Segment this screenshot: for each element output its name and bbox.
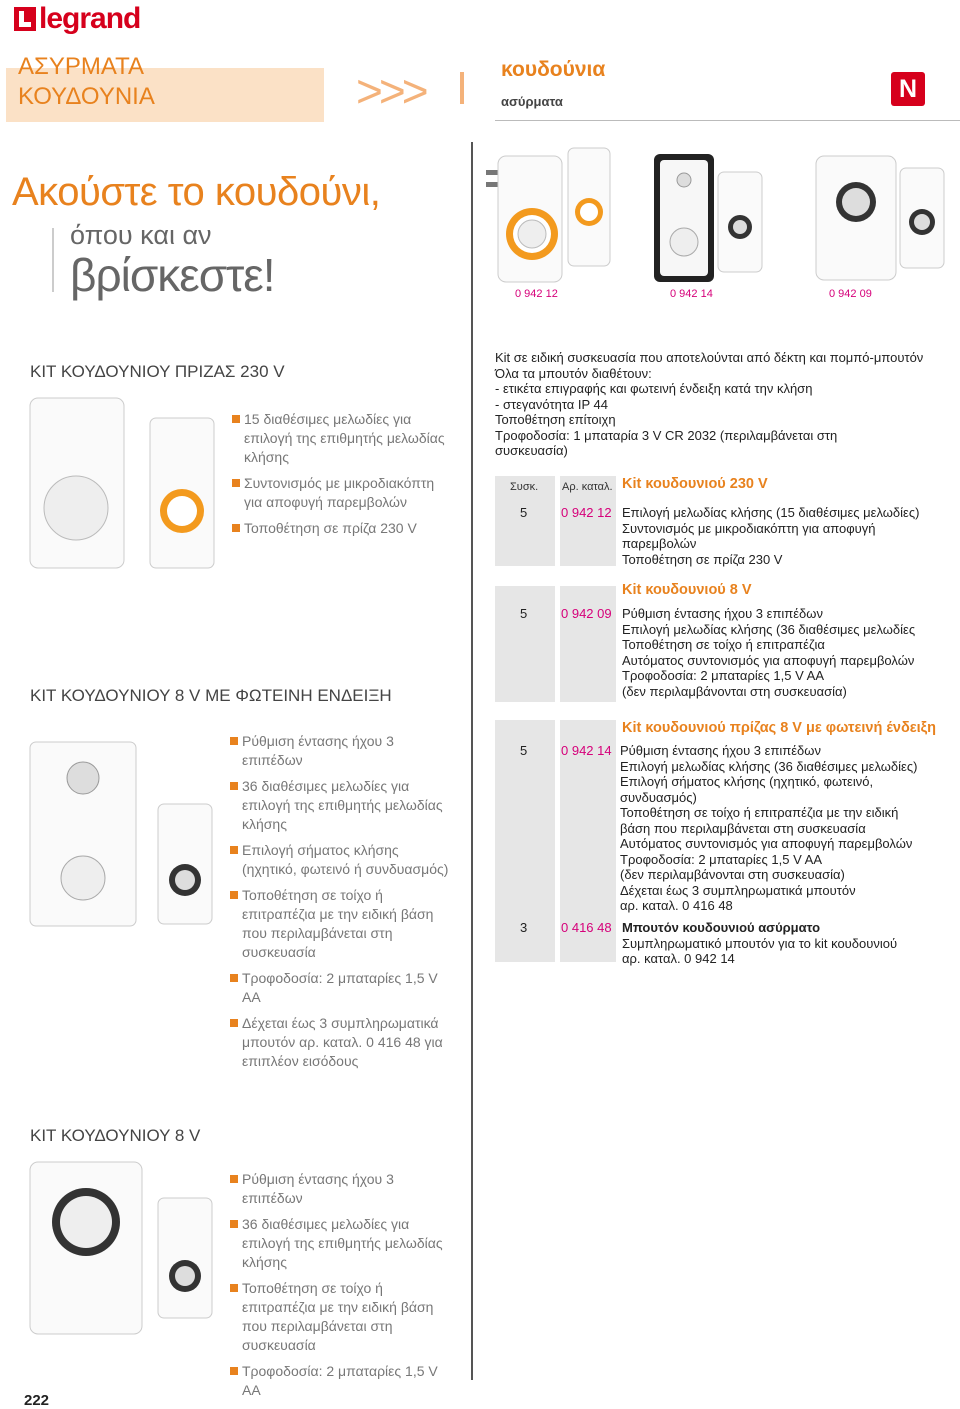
- table-ref: 0 942 12: [561, 505, 612, 520]
- product-image-230v: [28, 396, 228, 576]
- section-title: [18, 52, 155, 112]
- product-image-094209: [816, 156, 944, 280]
- desc-line: Τοποθέτηση σε τοίχο ή επιτραπέζια με την ειδική: [620, 805, 899, 820]
- section-title-line2: ΚΟΥΔΟΥΝΙΑ: [18, 83, 155, 110]
- table-ref: 0 942 09: [561, 606, 612, 621]
- desc-line: (δεν περιλαμβάνονται στη συσκευασία): [620, 867, 845, 882]
- desc-line: βάση που περιλαμβάνεται στη συσκευασία: [620, 820, 866, 836]
- desc-line: αρ. καταλ. 0 942 14: [622, 951, 735, 966]
- desc-line: παρεμβολών: [622, 536, 697, 551]
- desc-line: Τοποθέτηση σε πρίζα 230 V: [622, 551, 783, 567]
- group-title: Kit κουδουνιού 8 V: [622, 582, 752, 598]
- bullet-list-230v: [232, 410, 452, 545]
- table-desc: [622, 606, 958, 699]
- product-image-8v: [28, 1160, 228, 1340]
- desc-line: (δεν περιλαμβάνονται στη συσκευασία): [622, 683, 847, 699]
- section-title-line1: ΑΣΥΡΜΑΤΑ: [18, 53, 144, 80]
- intro-line: - ετικέτα επιγραφής και φωτεινή ένδειξη κατά την κλήση: [495, 381, 813, 396]
- table-qty: 5: [520, 743, 528, 758]
- bullet-item: Τοποθέτηση σε τοίχο ή επιτραπέζια με την ειδική βάση που περιλαμβάνεται στη συσκευασία: [230, 1279, 450, 1355]
- product-image-8v-light: [28, 740, 228, 930]
- table-qty: 5: [520, 606, 528, 621]
- desc-line: συνδυασμός): [620, 789, 697, 805]
- bullet-item: Τοποθέτηση σε τοίχο ή επιτραπέζια με την ειδική βάση που περιλαμβάνεται στη συσκευασία: [230, 886, 450, 962]
- product-code-2: 0 942 14: [670, 288, 713, 300]
- desc-line: αρ. καταλ. 0 416 48: [620, 898, 733, 913]
- headline-line2: όπου και αν: [70, 220, 212, 250]
- page-number: 222: [24, 1392, 50, 1409]
- section-title-8v-light: ΚΙΤ ΚΟΥΔΟΥΝΙΟΥ 8 V ΜΕ ΦΩΤΕΙΝΗ ΕΝΔΕΙΞΗ: [30, 686, 392, 705]
- table-ref: 0 416 48: [561, 920, 612, 935]
- group-title: Kit κουδουνιού 230 V: [622, 476, 768, 492]
- bullet-list-8v: [230, 1170, 450, 1407]
- section-title-230v: ΚΙΤ ΚΟΥΔΟΥΝΙΟΥ ΠΡΙΖΑΣ 230 V: [30, 362, 285, 381]
- desc-line: Αυτόματος συντονισμός για αποφυγή παρεμβολών: [620, 836, 913, 851]
- subcategory-title: ασύρματα: [501, 94, 563, 109]
- desc-line: Τροφοδοσία: 2 μπαταρίες 1,5 V AA: [620, 851, 822, 867]
- product-code-3: 0 942 09: [829, 288, 872, 300]
- arrows-decoration: >>>: [356, 65, 425, 117]
- desc-line: Συντονισμός με μικροδιακόπτη για αποφυγή: [622, 520, 876, 536]
- table-qty: 3: [520, 920, 528, 935]
- desc-line: Επιλογή μελωδίας κλήσης (36 διαθέσιμες μελωδίες): [620, 758, 918, 774]
- bullet-item: 15 διαθέσιμες μελωδίες για επιλογή της επιθμητής μελωδίας κλήσης: [232, 410, 452, 467]
- bullet-item: Επιλογή σήματος κλήσης (ηχητικό, φωτεινό ή συνδυασμός): [230, 841, 450, 879]
- qty-column-bg-2: [495, 586, 555, 702]
- headline-line1: Ακούστε το κουδούνι,: [12, 170, 381, 214]
- row-title: Μπουτόν κουδουνιού ασύρματο: [622, 920, 821, 935]
- legrand-logo-text: legrand: [39, 2, 141, 35]
- bullet-item: Συντονισμός με μικροδιακόπτη για αποφυγή παρεμβολών: [232, 474, 452, 512]
- headline-rule: [52, 228, 54, 292]
- headline-line3: βρίσκεστε!: [70, 249, 275, 301]
- desc-line: Επιλογή σήματος κλήσης (ηχητικό, φωτεινό,: [620, 774, 874, 789]
- table-ref: 0 942 14: [561, 743, 612, 758]
- section-title-8v: ΚΙΤ ΚΟΥΔΟΥΝΙΟΥ 8 V: [30, 1126, 201, 1145]
- bullet-list-8v-light: [230, 732, 450, 1078]
- desc-line: Επιλογή μελωδίας κλήσης (36 διαθέσιμες μελωδίες: [622, 621, 916, 637]
- desc-line: Ρύθμιση έντασης ήχου 3 επιπέδων: [620, 743, 821, 758]
- intro-line: - στεγανότητα IP 44: [495, 396, 609, 412]
- desc-line: Συμπληρωματικό μπουτόν για το kit κουδουνιού: [622, 935, 898, 951]
- desc-line: Δέχεται έως 3 συμπληρωματικά μπουτόν: [620, 882, 856, 898]
- intro-line: Τοποθέτηση επίτοιχη: [495, 412, 616, 427]
- new-badge: N: [891, 72, 925, 106]
- bullet-item: Τοποθέτηση σε πρίζα 230 V: [232, 519, 452, 538]
- bullet-item: Τροφοδοσία: 2 μπαταρίες 1,5 V AA: [230, 1362, 450, 1400]
- column-header-qty: Συσκ.: [510, 481, 539, 493]
- bullet-item: 36 διαθέσιμες μελωδίες για επιλογή της επιθμητής μελωδίας κλήσης: [230, 777, 450, 834]
- bullet-item: Τροφοδοσία: 2 μπαταρίες 1,5 V AA: [230, 969, 450, 1007]
- desc-line: Τροφοδοσία: 2 μπαταρίες 1,5 V AA: [622, 668, 824, 683]
- product-code-1: 0 942 12: [515, 288, 558, 300]
- desc-line: Ρύθμιση έντασης ήχου 3 επιπέδων: [622, 606, 823, 621]
- bullet-item: 36 διαθέσιμες μελωδίες για επιλογή της επιθμητής μελωδίας κλήσης: [230, 1215, 450, 1272]
- bullet-item: Ρύθμιση έντασης ήχου 3 επιπέδων: [230, 732, 450, 770]
- intro-line: Τροφοδοσία: 1 μπαταρία 3 V CR 2032 (περιλαμβάνεται στη: [495, 427, 838, 443]
- column-divider: [471, 142, 473, 1380]
- table-desc: [622, 920, 958, 967]
- product-image-094214: [654, 154, 762, 282]
- desc-line: Αυτόματος συντονισμός για αποφυγή παρεμβολών: [622, 652, 915, 668]
- table-desc: [622, 505, 958, 567]
- legrand-logo-mark: [14, 7, 36, 31]
- product-image-094212: [486, 148, 610, 282]
- top-product-images: [480, 142, 950, 292]
- desc-line: Επιλογή μελωδίας κλήσης (15 διαθέσιμες μελωδίες): [622, 505, 920, 520]
- legrand-logo: [14, 3, 140, 35]
- table-qty: 5: [520, 505, 528, 520]
- intro-text: [495, 350, 955, 459]
- category-title: κουδούνια: [501, 58, 606, 81]
- bullet-item: Δέχεται έως 3 συμπληρωματικά μπουτόν αρ. καταλ. 0 416 48 για επιπλέον εισόδους: [230, 1014, 450, 1071]
- arrows-bar: [460, 72, 464, 104]
- intro-line: Όλα τα μπουτόν διαθέτουν:: [495, 365, 652, 381]
- column-header-ref: Αρ. καταλ.: [562, 481, 613, 493]
- group-title: Kit κουδουνιού πρίζας 8 V με φωτεινή ένδειξη: [622, 720, 936, 736]
- table-desc: [620, 743, 958, 914]
- ref-column-bg-2: [560, 586, 616, 702]
- intro-line: συσκευασία): [495, 443, 568, 458]
- intro-line: Kit σε ειδική συσκευασία που αποτελούνται από δέκτη και πομπό-μπουτόν: [495, 350, 924, 365]
- bullet-item: Ρύθμιση έντασης ήχου 3 επιπέδων: [230, 1170, 450, 1208]
- desc-line: Τοποθέτηση σε τοίχο ή επιτραπέζια: [622, 637, 825, 652]
- category-rule: [495, 120, 960, 121]
